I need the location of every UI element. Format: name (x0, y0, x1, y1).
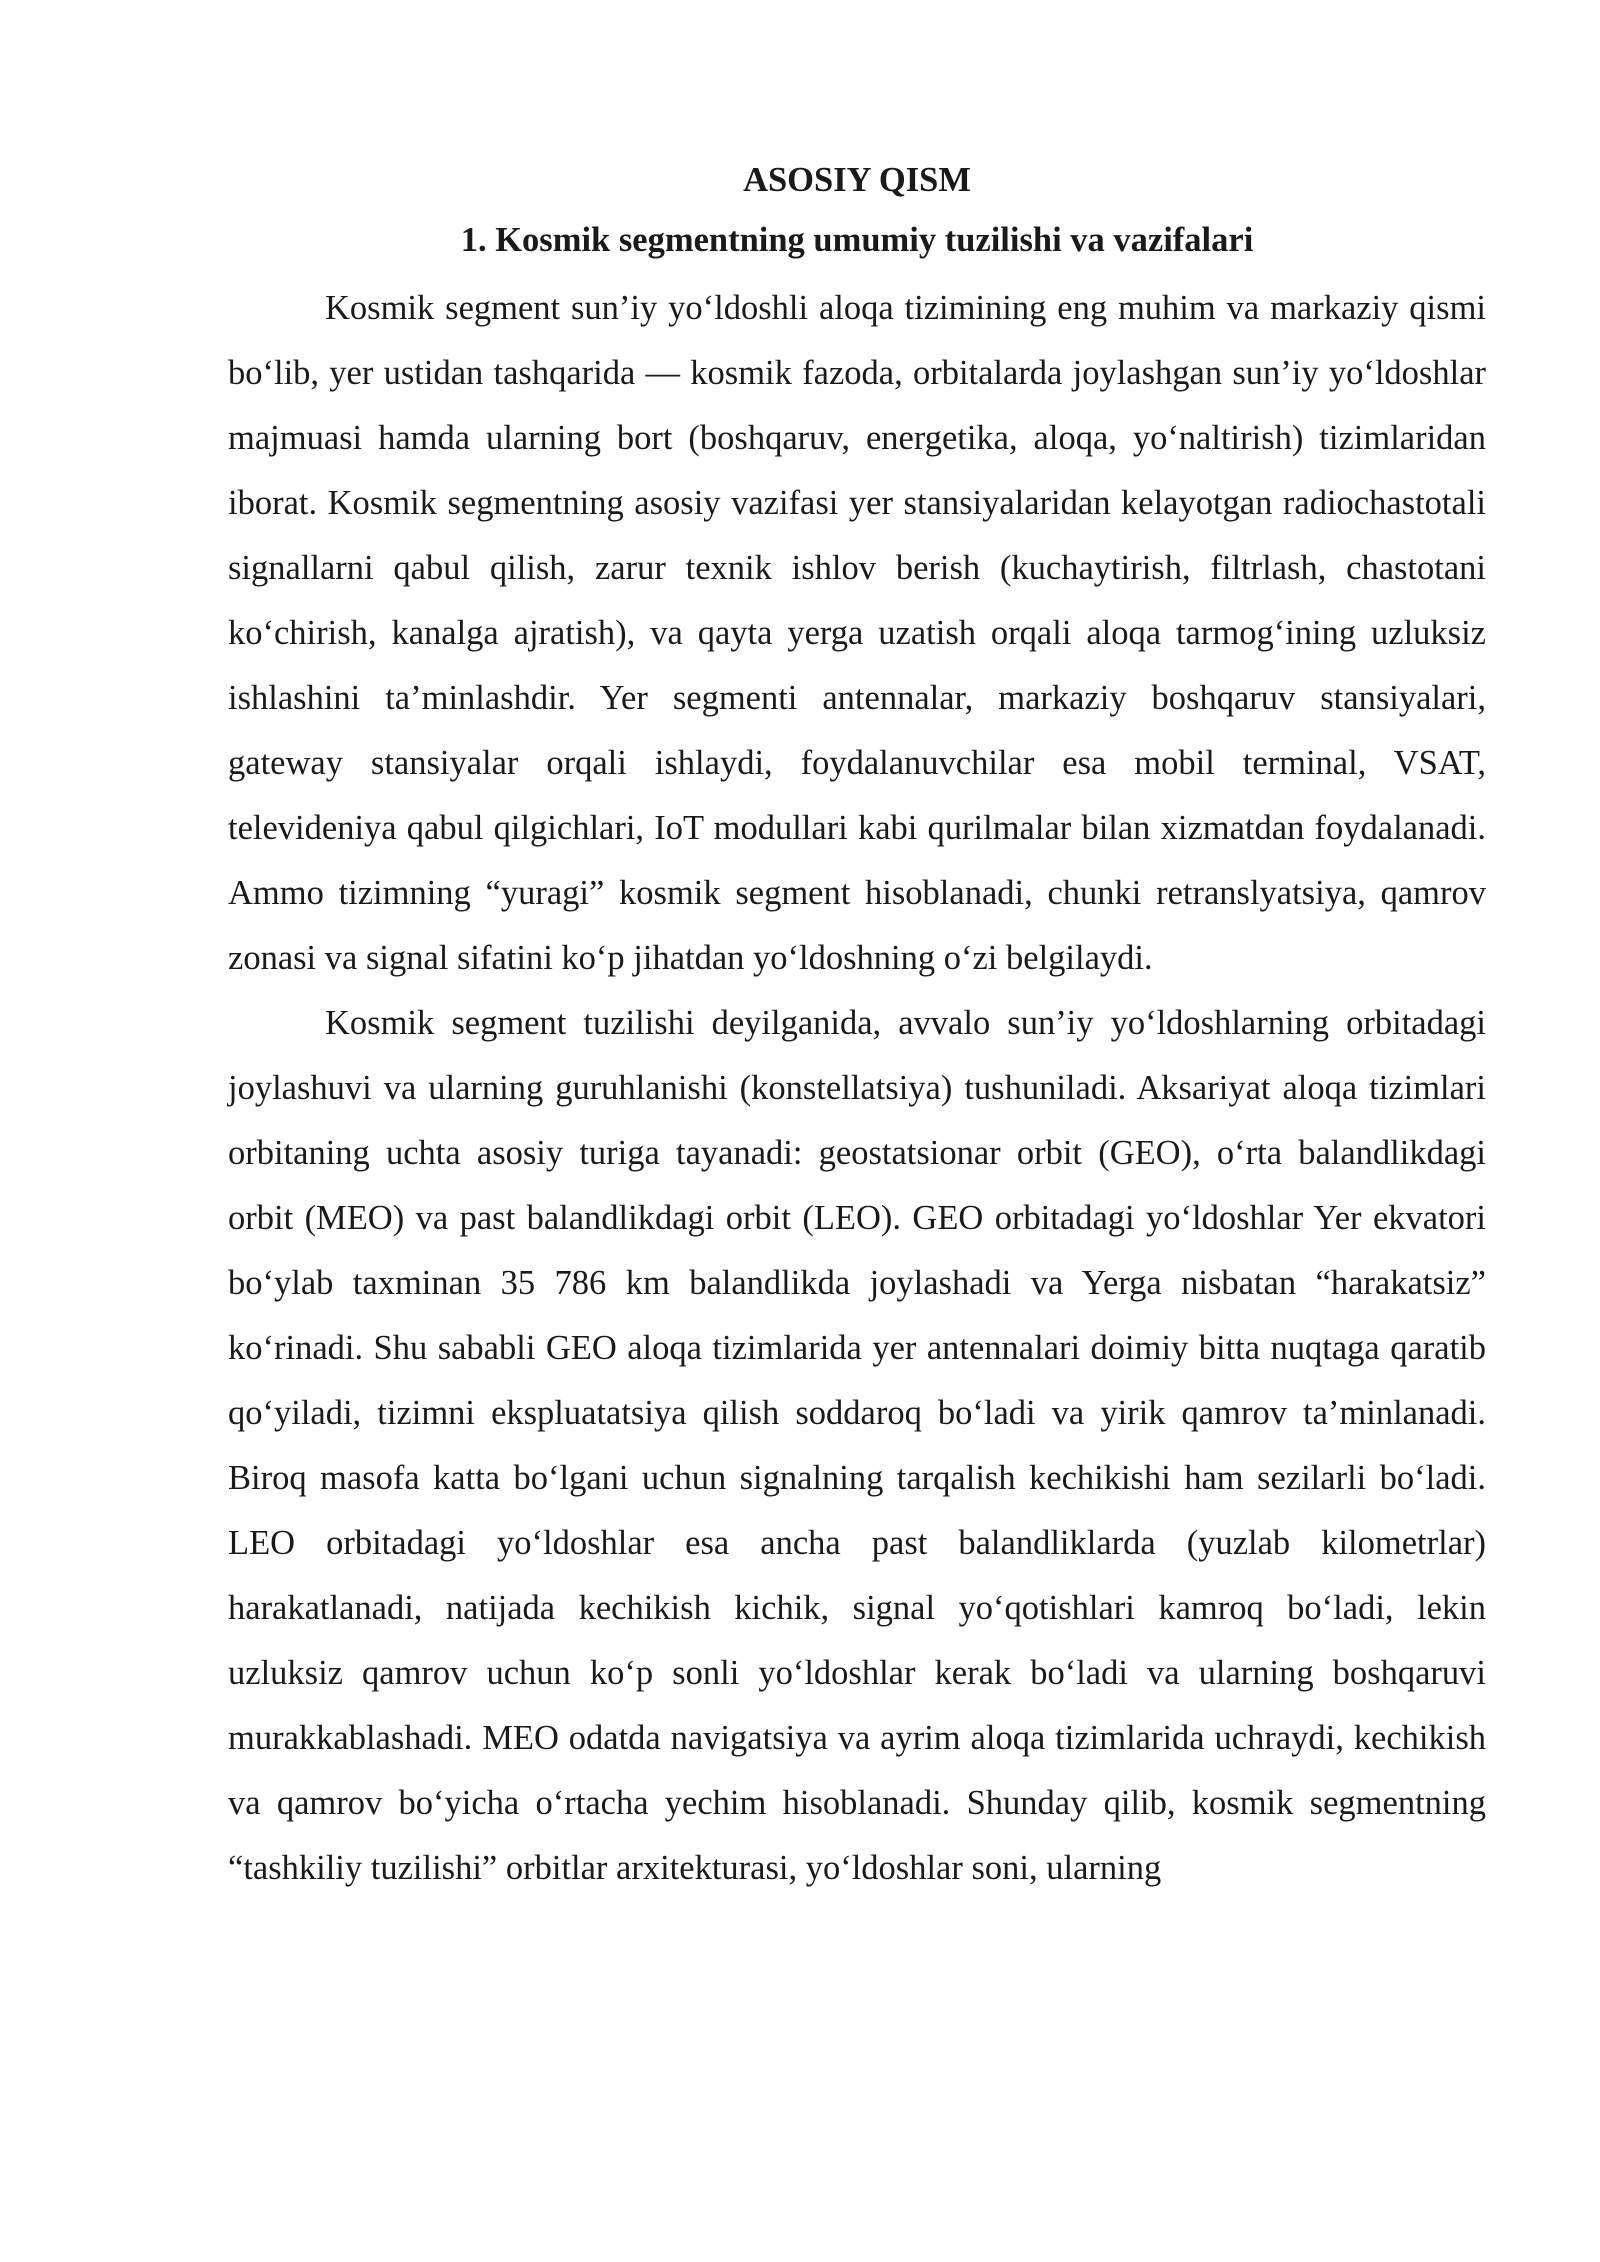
document-page (228, 150, 1486, 1901)
section-heading: 1. Kosmik segmentning umumiy tuzilishi va vazifalari (460, 221, 1254, 259)
paragraph-2: Kosmik segment tuzilishi deyilganida, avvalo sun’iy yo‘ldoshlarning orbitadagi joylashuvi va ularning guruhlanishi (konstellatsiya) tushuniladi. Aksariyat aloqa tizimlari orbitaning uchta asosiy turiga tayanadi: geostatsionar orbit (GEO), o‘rta balandlikdagi orbit (MEO) va past balandlikdagi orbit (LEO). GEO orbitadagi yo‘ldoshlar Yer ekvatori bo‘ylab taxminan 35 786 km balandlikda joylashadi va Yerga nisbatan “harakatsiz” ko‘rinadi. Shu sababli GEO aloqa tizimlarida yer antennalari doimiy bitta nuqtaga qaratib qo‘yiladi, tizimni ekspluatatsiya qilish soddaroq bo‘ladi va yirik qamrov ta’minlanadi. Biroq masofa katta bo‘lgani uchun signalning tarqalish kechikishi ham sezilarli bo‘ladi. LEO orbitadagi yo‘ldoshlar esa ancha past balandliklarda (yuzlab kilometrlar) harakatlanadi, natijada kechikish kichik, signal yo‘qotishlari kamroq bo‘ladi, lekin uzluksiz qamrov uchun ko‘p sonli yo‘ldoshlar kerak bo‘ladi va ularning boshqaruvi murakkablashadi. MEO odatda navigatsiya va ayrim aloqa tizimlarida uchraydi, kechikish va qamrov bo‘yicha o‘rtacha yechim hisoblanadi. Shunday qilib, kosmik segmentning “tashkiliy tuzilishi” orbitlar arxitekturasi, yo‘ldoshlar soni, ularning (228, 1004, 1486, 1887)
document-title: ASOSIY QISM (743, 161, 971, 199)
paragraph-1: Kosmik segment sun’iy yo‘ldoshli aloqa tizimining eng muhim va markaziy qismi bo‘lib, yer ustidan tashqarida — kosmik fazoda, orbitalarda joylashgan sun’iy yo‘ldoshlar majmuasi hamda ularning bort (boshqaruv, energetika, aloqa, yo‘naltirish) tizimlaridan iborat. Kosmik segmentning asosiy vazifasi yer stansiyalaridan kelayotgan radiochastotali signallarni qabul qilish, zarur texnik ishlov berish (kuchaytirish, filtrlash, chastotani ko‘chirish, kanalga ajratish), va qayta yerga uzatish orqali aloqa tarmog‘ining uzluksiz ishlashini ta’minlashdir. Yer segmenti antennalar, markaziy boshqaruv stansiyalari, gateway stansiyalar orqali ishlaydi, foydalanuvchilar esa mobil terminal, VSAT, televideniya qabul qilgichlari, IoT modullari kabi qurilmalar bilan xizmatdan foydalanadi. Ammo tizimning “yuragi” kosmik segment hisoblanadi, chunki retranslyatsiya, qamrov zonasi va signal sifatini ko‘p jihatdan yo‘ldoshning o‘zi belgilaydi. (228, 289, 1486, 977)
